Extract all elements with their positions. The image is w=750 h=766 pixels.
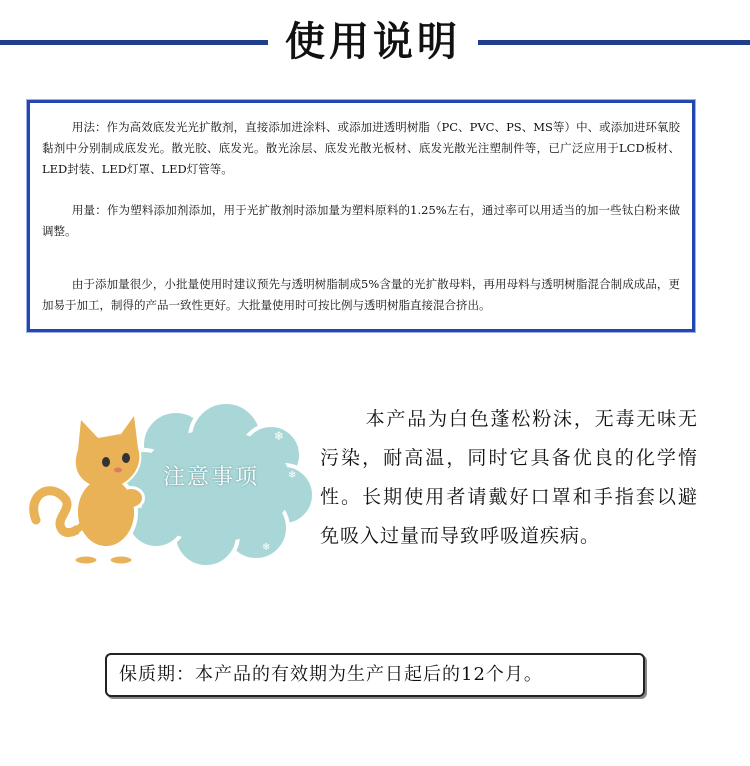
usage-instructions-box: [27, 100, 695, 332]
header-line-left: [0, 40, 268, 45]
notice-text: 本产品为白色蓬松粉沫，无毒无味无污染，耐高温，同时它具备优良的化学惰性。长期使用者请戴好口罩和手指套以避免吸入过量而导致呼吸道疾病。: [320, 408, 698, 547]
svg-text:❄: ❄: [262, 542, 271, 553]
header-line-right: [478, 40, 750, 45]
warranty-box: 保质期：本产品的有效期为生产日起后的12个月。: [105, 653, 645, 697]
notice-illustration: [26, 400, 316, 570]
usage-dosage-paragraph: 用量：作为塑料添加剂添加，用于光扩散剂时添加量为塑料原料的1.25%左右，通过率可以用适当的加一些钛白粉来做调整。: [42, 203, 680, 238]
usage-method-paragraph: 用法：作为高效底发光光扩散剂，直接添加进涂料、或添加进透明树脂（PC、PVC、PS、MS等）中、或添加进环氧胶黏剂中分别制成底发光。散光胶、底发光。散光涂层、底发光散光板材、底发光散光注塑制件等，已广泛应用于LCD板材、LED封装、LED灯罩、LED灯管等。: [42, 120, 680, 176]
page-title: 使用说明: [285, 18, 461, 65]
notice-label: 注意事项: [162, 465, 259, 490]
svg-text:❄: ❄: [274, 429, 285, 443]
svg-text:❄: ❄: [288, 470, 297, 481]
usage-masterbatch-paragraph: 由于添加量很少，小批量使用时建议预先与透明树脂制成5%含量的光扩散母料，再用母料与透明树脂混合制成成品，更加易于加工，制得的产品一致性更好。大批量使用时可按比例与透明树脂直接混合挤出。: [42, 277, 680, 312]
